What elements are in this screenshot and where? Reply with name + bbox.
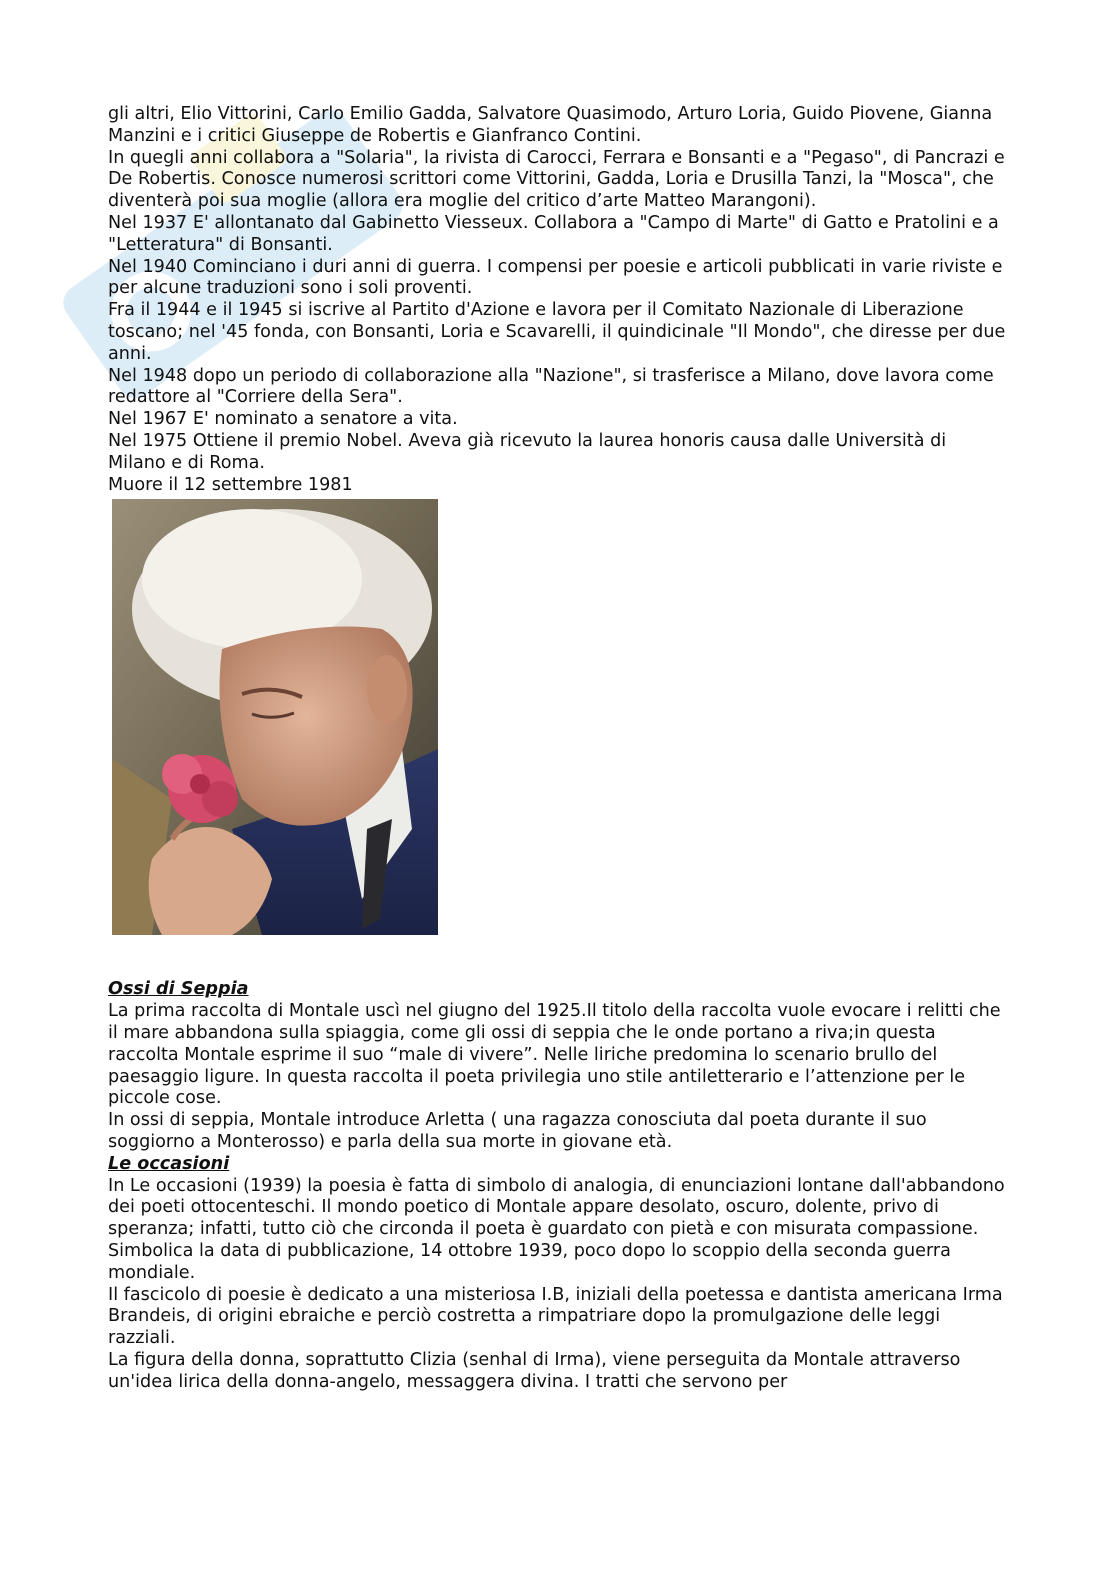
ossi-paragraph: In ossi di seppia, Montale introduce Arletta ( una ragazza conosciuta dal poeta durante il suo soggiorno a Monterosso) e parla della sua morte in giovane età. xyxy=(108,1110,927,1152)
occasioni-paragraph: La figura della donna, soprattutto Clizia (senhal di Irma), viene perseguita da Montale attraverso un'idea lirica della donna-angelo, messaggera divina. I tratti che servono per xyxy=(108,1349,961,1392)
bio-paragraph: Nel 1937 E' allontanato dal Gabinetto Viesseux. Collabora a "Campo di Marte" di Gatto e Pratolini e a "Letteratura" di Bonsanti. xyxy=(108,212,999,255)
document-page xyxy=(108,104,1008,1393)
ossi-paragraph: La prima raccolta di Montale uscì nel giugno del 1925.Il titolo della raccolta vuole evocare i relitti che il mare abbandona sulla spiaggia, come gli ossi di seppia che le onde portano a riva;in questa raccolta Montale esprime il suo “male di vivere”. Nelle liriche predomina lo scenario brullo del paesaggio ligure. In questa raccolta il poeta privilegia uno stile antiletterario e l’attenzione per le piccole cose. xyxy=(108,1001,1001,1109)
section-heading: Le occasioni xyxy=(108,1153,230,1174)
bio-paragraph: Nel 1967 E' nominato a senatore a vita. xyxy=(108,409,458,430)
le-occasioni-section xyxy=(108,1154,1008,1394)
bio-paragraph: gli altri, Elio Vittorini, Carlo Emilio Gadda, Salvatore Quasimodo, Arturo Loria, Guido Piovene, Gianna Manzini e i critici Giuseppe de Robertis e Gianfranco Contini. xyxy=(108,104,993,146)
bio-paragraph: Nel 1940 Cominciano i duri anni di guerra. I compensi per poesie e articoli pubblicati in varie riviste e per alcune traduzioni sono i soli proventi. xyxy=(108,256,1003,299)
bio-paragraph: In quegli anni collabora a "Solaria", la rivista di Carocci, Ferrara e Bonsanti e a "Pegaso", di Pancrazi e De Robertis. Conosce numerosi scrittori come Vittorini, Gadda, Loria e Drusilla Tanzi, la "Mosca", che diventerà poi sua moglie (allora era moglie del critico d’arte Matteo Marangoni). xyxy=(108,147,1005,212)
biography-section xyxy=(108,104,1008,496)
bio-paragraph: Fra il 1944 e il 1945 si iscrive al Partito d'Azione e lavora per il Comitato Nazionale di Liberazione toscano; nel '45 fonda, con Bonsanti, Loria e Scavarelli, il quindicinale "Il Mondo", che diresse per due anni. xyxy=(108,300,1006,364)
spacer xyxy=(108,935,1008,979)
bio-paragraph: Muore il 12 settembre 1981 xyxy=(108,474,353,495)
occasioni-paragraph: In Le occasioni (1939) la poesia è fatta di simbolo di analogia, di enunciazioni lontane dall'abbandono dei poeti ottocenteschi. Il mondo poetico di Montale appare desolato, oscuro, dolente, privo di speranza; infatti, tutto ciò che circonda il poeta è guardato con pietà e con misurata compassione. Simbolica la data di pubblicazione, 14 ottobre 1939, poco dopo lo scoppio della seconda guerra mondiale. xyxy=(108,1175,1005,1283)
portrait-photo xyxy=(112,499,438,935)
occasioni-paragraph: Il fascicolo di poesie è dedicato a una misteriosa I.B, iniziali della poetessa e dantista americana Irma Brandeis, di origini ebraiche e perciò costretta a rimpatriare dopo la promulgazione delle leggi razziali. xyxy=(108,1284,1003,1349)
bio-paragraph: Nel 1975 Ottiene il premio Nobel. Aveva già ricevuto la laurea honoris causa dalle Università di Milano e di Roma. xyxy=(108,430,947,473)
ossi-di-seppia-section xyxy=(108,979,1008,1153)
section-heading: Ossi di Seppia xyxy=(108,979,249,1000)
bio-paragraph: Nel 1948 dopo un periodo di collaborazione alla "Nazione", si trasferisce a Milano, dove lavora come redattore al "Corriere della Sera". xyxy=(108,365,994,408)
